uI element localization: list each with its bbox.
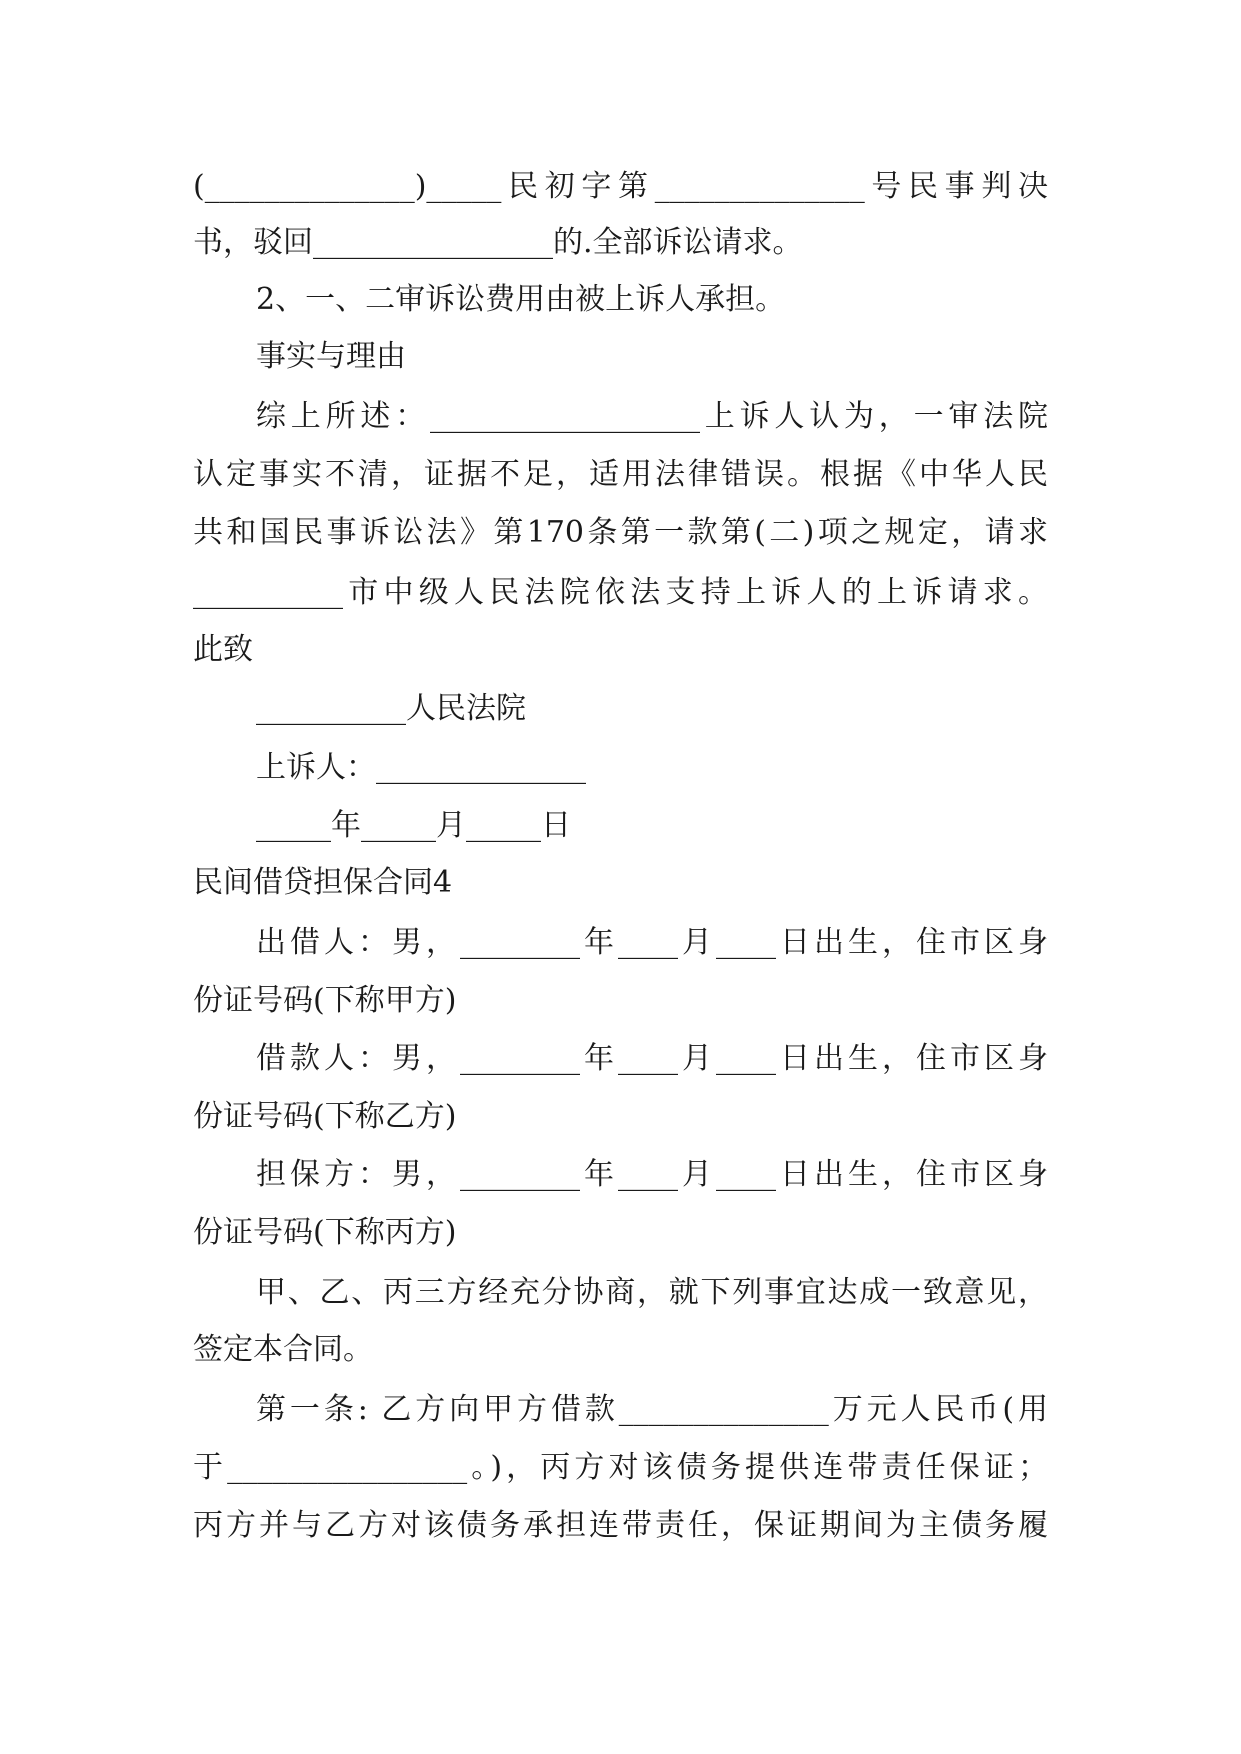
text-line: 份证号码(下称丙方) bbox=[193, 1215, 457, 1250]
text-line: 甲、乙、丙三方经充分协商，就下列事宜达成一致意见， bbox=[256, 1275, 1048, 1310]
text-line: __________人民法院 bbox=[256, 691, 526, 726]
text-line: 丙方并与乙方对该债务承担连带责任，保证期间为主债务履 bbox=[193, 1508, 1048, 1543]
text-line: 出借人：男，________年____月____日出生，住市区身 bbox=[256, 925, 1048, 960]
section-heading: 事实与理由 bbox=[256, 339, 406, 374]
text-line: 份证号码(下称乙方) bbox=[193, 1099, 457, 1134]
text-line: _____年_____月_____日 bbox=[256, 808, 571, 843]
text-line: 共和国民事诉讼法》第170条第一款第(二)项之规定，请求 bbox=[193, 515, 1048, 550]
text-line: 借款人：男，________年____月____日出生，住市区身 bbox=[256, 1041, 1048, 1076]
text-line: 2、一、二审诉讼费用由被上诉人承担。 bbox=[256, 282, 786, 317]
text-line: 第一条: 乙方向甲方借款______________万元人民币(用 bbox=[256, 1392, 1048, 1427]
text-line: 综上所述：__________________上诉人认为，一审法院 bbox=[256, 399, 1048, 434]
section-title: 民间借贷担保合同4 bbox=[193, 865, 453, 900]
text-line: 份证号码(下称甲方) bbox=[193, 983, 457, 1018]
text-line: 认定事实不清，证据不足，适用法律错误。根据《中华人民 bbox=[193, 457, 1048, 492]
text-line: 签定本合同。 bbox=[193, 1332, 373, 1367]
text-line: 此致 bbox=[193, 632, 253, 667]
text-line: 书，驳回________________的.全部诉讼请求。 bbox=[193, 225, 803, 260]
text-line: 上诉人：______________ bbox=[256, 750, 586, 785]
text-line: (______________)_____民初字第______________号民事判决 bbox=[193, 169, 1048, 204]
text-line: __________市中级人民法院依法支持上诉人的上诉请求。 bbox=[193, 575, 1048, 610]
text-line: 于________________。)，丙方对该债务提供连带责任保证； bbox=[193, 1450, 1048, 1485]
text-line: 担保方：男，________年____月____日出生，住市区身 bbox=[256, 1157, 1048, 1192]
